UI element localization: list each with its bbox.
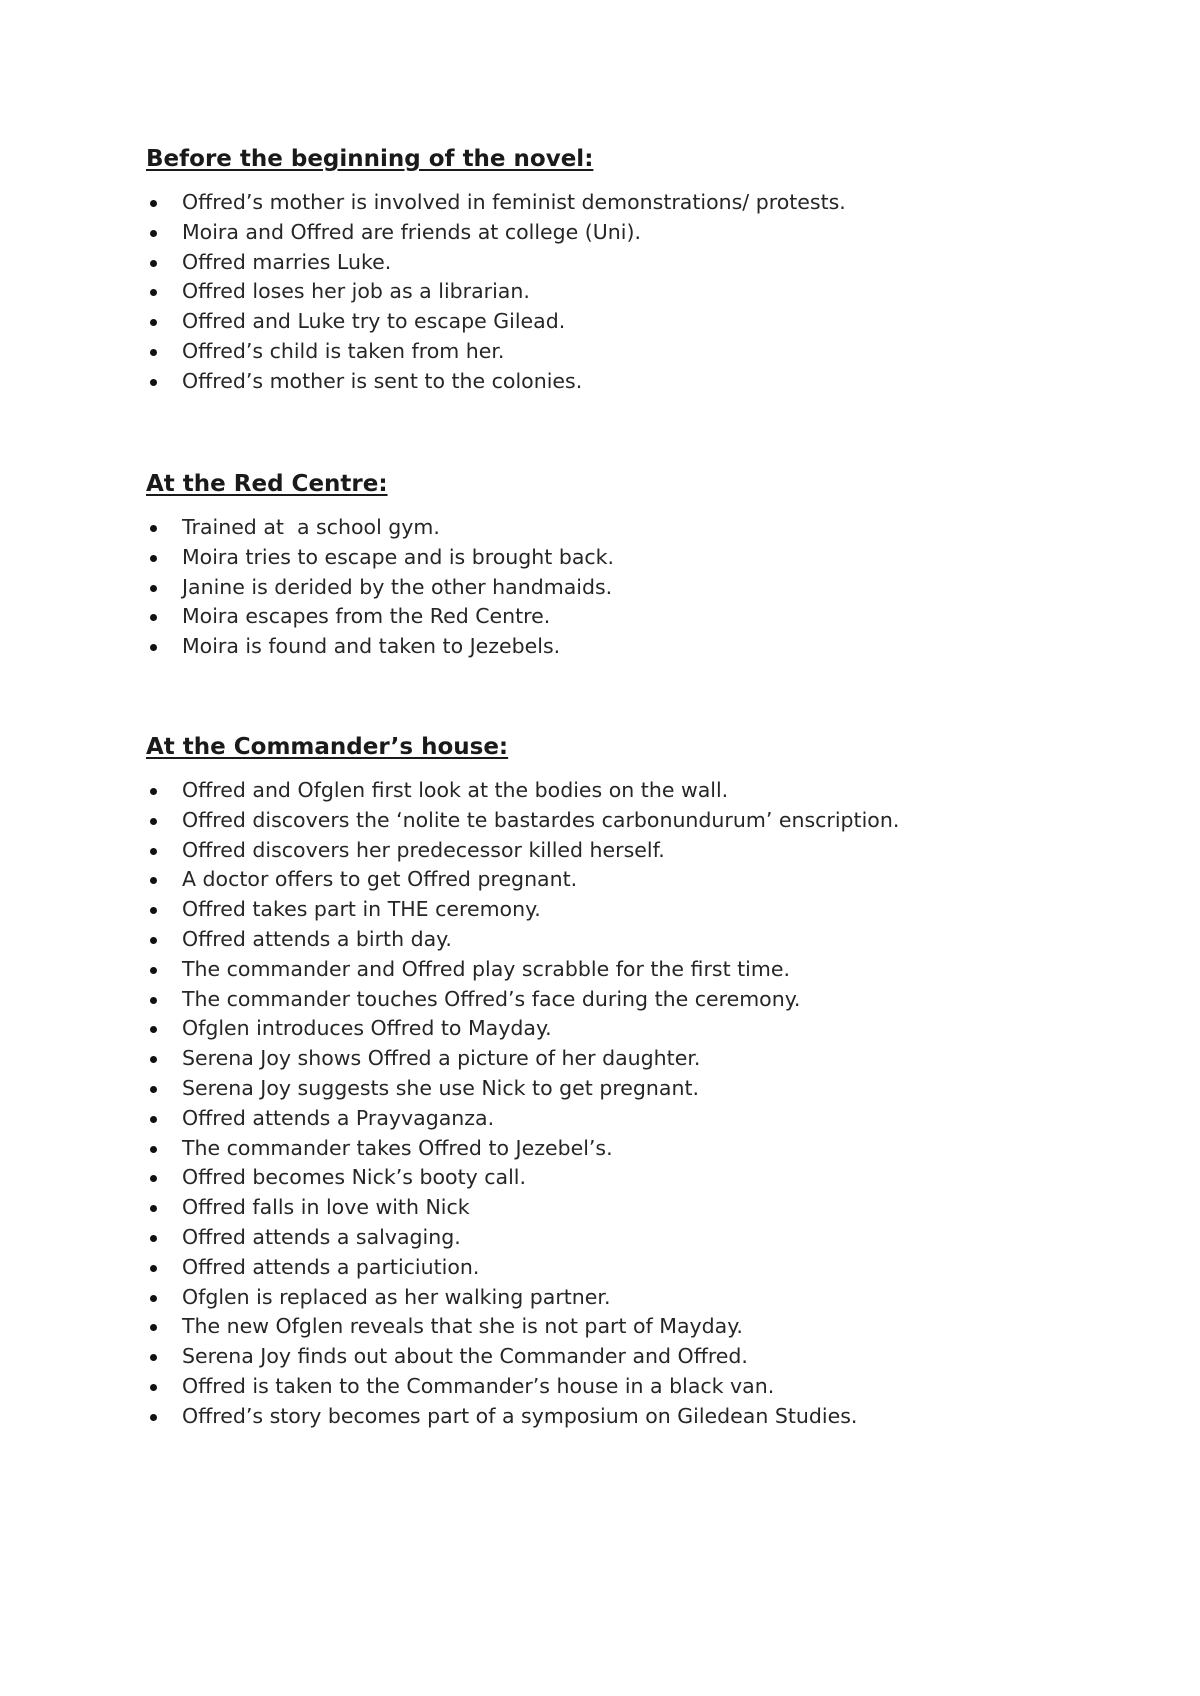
bullet-icon [150, 230, 157, 237]
section-heading: At the Red Centre: [146, 471, 388, 497]
list-item [146, 955, 1106, 985]
bullet-icon [150, 379, 157, 386]
list-item-text: The commander touches Offred’s face during the ceremony. [182, 986, 801, 1011]
list-item-text: Moira escapes from the Red Centre. [182, 604, 551, 629]
event-list [146, 776, 1106, 1432]
bullet-icon [150, 1056, 157, 1063]
list-item-text: Moira tries to escape and is brought back. [182, 544, 615, 569]
list-item [146, 865, 1106, 895]
section-red-centre [146, 469, 1106, 662]
list-item-text: Offred’s child is taken from her. [182, 338, 505, 363]
bullet-icon [150, 525, 157, 532]
list-item [146, 1283, 1106, 1313]
list-item [146, 632, 1106, 662]
bullet-icon [150, 848, 157, 855]
bullet-icon [150, 1295, 157, 1302]
list-item [146, 836, 1106, 866]
list-item-text: Trained at a school gym. [182, 515, 440, 539]
list-item-text: Offred attends a salvaging. [182, 1224, 461, 1249]
bullet-icon [150, 614, 157, 621]
list-item-text: The new Ofglen reveals that she is not part of Mayday. [182, 1314, 743, 1339]
bullet-icon [150, 1086, 157, 1093]
list-item-text: Offred and Luke try to escape Gilead. [182, 309, 566, 334]
bullet-icon [150, 1324, 157, 1331]
list-item-text: Ofglen introduces Offred to Mayday. [182, 1016, 552, 1041]
bullet-icon [150, 644, 157, 651]
bullet-icon [150, 260, 157, 267]
list-item [146, 602, 1106, 632]
list-item [146, 985, 1106, 1015]
list-item-text: Offred’s mother is sent to the colonies. [182, 368, 583, 393]
list-item [146, 1104, 1106, 1134]
list-item [146, 248, 1106, 278]
bullet-icon [150, 907, 157, 914]
section-heading: Before the beginning of the novel: [146, 146, 594, 172]
list-item-text: Offred attends a Prayvaganza. [182, 1105, 495, 1130]
list-item-text: Offred discovers her predecessor killed herself. [182, 837, 665, 862]
list-item-text: Offred’s mother is involved in feminist demonstrations/ protests. [182, 190, 846, 214]
bullet-icon [150, 1384, 157, 1391]
list-item-text: Offred is taken to the Commander’s house in a black van. [182, 1373, 775, 1398]
event-list [146, 188, 1106, 397]
list-item [146, 573, 1106, 603]
section-heading: At the Commander’s house: [146, 734, 509, 760]
list-item [146, 776, 1106, 806]
event-list [146, 513, 1106, 662]
list-item-text: Janine is derided by the other handmaids. [182, 574, 613, 599]
list-item [146, 1223, 1106, 1253]
bullet-icon [150, 967, 157, 974]
bullet-icon [150, 349, 157, 356]
list-item [146, 806, 1106, 836]
bullet-icon [150, 200, 157, 207]
list-item-text: Offred attends a birth day. [182, 926, 452, 951]
list-item-text: Serena Joy shows Offred a picture of her daughter. [182, 1046, 701, 1071]
bullet-icon [150, 1026, 157, 1033]
list-item-text: Serena Joy finds out about the Commander and Offred. [182, 1344, 748, 1369]
section-before-novel [146, 144, 1106, 397]
section-commanders-house [146, 732, 1106, 1432]
list-item [146, 1044, 1106, 1074]
bullet-icon [150, 997, 157, 1004]
list-item-text: A doctor offers to get Offred pregnant. [182, 867, 578, 892]
list-item [146, 895, 1106, 925]
list-item [146, 367, 1106, 397]
bullet-icon [150, 289, 157, 296]
list-item-text: Offred falls in love with Nick [182, 1195, 470, 1220]
list-item-text: Offred takes part in THE ceremony. [182, 897, 541, 922]
list-item-text: Ofglen is replaced as her walking partner. [182, 1284, 611, 1309]
bullet-icon [150, 1175, 157, 1182]
list-item-text: Serena Joy suggests she use Nick to get pregnant. [182, 1075, 700, 1100]
bullet-icon [150, 1265, 157, 1272]
bullet-icon [150, 1235, 157, 1242]
list-item [146, 1372, 1106, 1402]
list-item-text: Offred marries Luke. [182, 249, 392, 274]
list-item [146, 1074, 1106, 1104]
list-item [146, 1402, 1106, 1432]
list-item [146, 1134, 1106, 1164]
bullet-icon [150, 788, 157, 795]
bullet-icon [150, 818, 157, 825]
list-item-text: Offred discovers the ‘nolite te bastardes carbonundurum’ enscription. [182, 807, 900, 832]
list-item-text: The commander takes Offred to Jezebel’s. [182, 1135, 613, 1160]
list-item [146, 218, 1106, 248]
list-item-text: Offred becomes Nick’s booty call. [182, 1165, 527, 1190]
list-item [146, 277, 1106, 307]
bullet-icon [150, 319, 157, 326]
list-item-text: Moira is found and taken to Jezebels. [182, 634, 561, 659]
bullet-icon [150, 877, 157, 884]
list-item [146, 1342, 1106, 1372]
list-item-text: Offred’s story becomes part of a symposium on Giledean Studies. [182, 1403, 858, 1428]
list-item-text: Offred attends a particiution. [182, 1254, 480, 1279]
list-item [146, 925, 1106, 955]
bullet-icon [150, 585, 157, 592]
bullet-icon [150, 1205, 157, 1212]
list-item [146, 1193, 1106, 1223]
list-item-text: Moira and Offred are friends at college (Uni). [182, 219, 641, 244]
list-item [146, 513, 1106, 543]
bullet-icon [150, 1146, 157, 1153]
list-item-text: The commander and Offred play scrabble for the first time. [182, 956, 790, 981]
list-item [146, 1312, 1106, 1342]
list-item-text: Offred loses her job as a librarian. [182, 279, 530, 304]
list-item [146, 337, 1106, 367]
bullet-icon [150, 555, 157, 562]
bullet-icon [150, 1116, 157, 1123]
bullet-icon [150, 1354, 157, 1361]
list-item [146, 543, 1106, 573]
list-item [146, 1253, 1106, 1283]
list-item [146, 1014, 1106, 1044]
list-item-text: Offred and Ofglen first look at the bodies on the wall. [182, 778, 729, 802]
list-item [146, 1163, 1106, 1193]
bullet-icon [150, 937, 157, 944]
list-item [146, 188, 1106, 218]
bullet-icon [150, 1414, 157, 1421]
list-item [146, 307, 1106, 337]
